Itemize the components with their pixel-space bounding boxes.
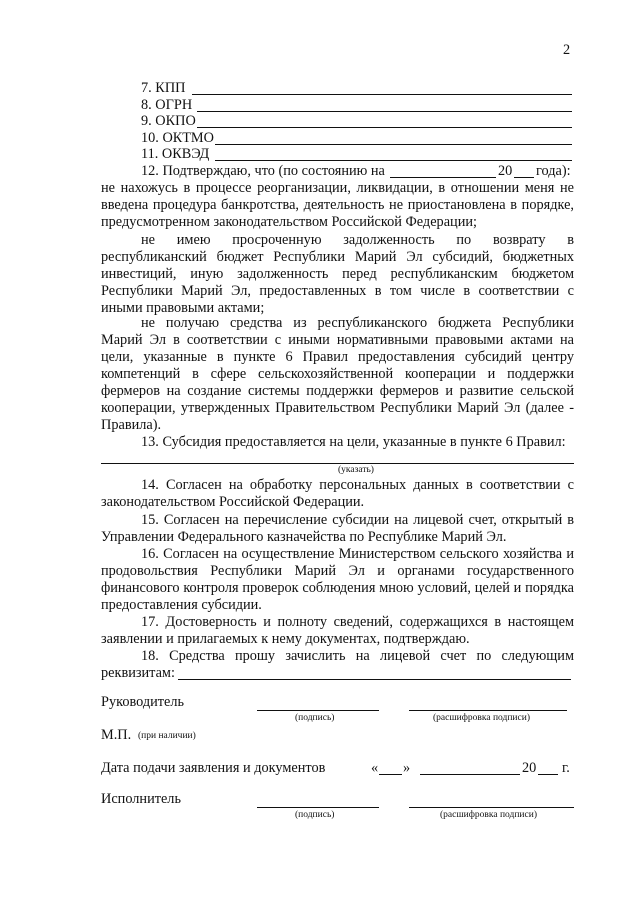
head-signature-line[interactable] (257, 710, 379, 711)
item14-text: 14. Согласен на обработку персональных данных в соответствии с законодательством Российской Федерации. (101, 477, 574, 510)
field-okpo-label: 9. ОКПО (141, 113, 196, 129)
item13-text: 13. Субсидия предоставляется на цели, указанные в пункте 6 Правил: (141, 434, 566, 450)
item12-paragraph-a: не нахожусь в процессе реорганизации, ликвидации, в отношении меня не введена процедура банкротства, деятельность не приостановлена в порядке, предусмотренном законодательством Российской Федерации; (101, 180, 574, 230)
item12-paragraph-c: не получаю средства из республиканского бюджета Республики Марий Эл в соответствии с иными нормативными правовыми актами на цели, указанные в пункте 6 Правил предоставления субсидий центру компетенций в сфере сельскохозяйственной кооперации и поддержки фермеров на создание системы поддержки фермеров и развитие сельской кооперации, утвержденных Правительством Республики Марий Эл (далее - Правила). (101, 315, 574, 433)
item12-year-suffix: года): (536, 163, 571, 179)
field-oktmo-label: 10. ОКТМО (141, 130, 214, 146)
item17-text: 17. Достоверность и полноту сведений, содержащихся в настоящем заявлении и прилагаемых к нему документах, подтверждаю. (101, 614, 574, 647)
executor-decode-hint: (расшифровка подписи) (440, 810, 537, 820)
date-day-line[interactable] (379, 774, 402, 775)
date-quote-close: » (403, 760, 411, 776)
field-okved-line[interactable] (215, 160, 572, 161)
stamp-hint: (при наличии) (138, 731, 196, 741)
executor-label: Исполнитель (101, 791, 181, 807)
item13-hint: (указать) (338, 465, 374, 475)
item18-requisites-line[interactable] (178, 679, 571, 680)
field-okved-label: 11. ОКВЭД (141, 146, 210, 162)
head-decode-line[interactable] (409, 710, 567, 711)
head-decode-hint: (расшифровка подписи) (433, 713, 530, 723)
item18-line2: реквизитам: (101, 665, 175, 681)
item12-lead: 12. Подтверждаю, что (по состоянию на (141, 163, 385, 179)
date-year-suffix: г. (562, 760, 570, 776)
item16-text: 16. Согласен на осуществление Министерством сельского хозяйства и продовольствия Республики Марий Эл и органами государственного финансового контроля проверок соблюдения мною условий, целей и порядка предоставления субсидии. (101, 546, 574, 613)
head-sign-hint: (подпись) (295, 713, 335, 723)
date-year-line[interactable] (538, 774, 558, 775)
field-ogrn-label: 8. ОГРН (141, 97, 193, 113)
item12-date-line[interactable] (390, 177, 496, 178)
executor-decode-line[interactable] (409, 807, 574, 808)
item18-line1: 18. Средства прошу зачислить на лицевой счет по следующим (141, 648, 574, 664)
item12-year-line[interactable] (514, 177, 534, 178)
executor-sign-hint: (подпись) (295, 810, 335, 820)
executor-signature-line[interactable] (257, 807, 379, 808)
field-kpp-label: 7. КПП (141, 80, 186, 96)
item12-paragraph-b: не имею просроченную задолженность по возврату в республиканский бюджет Республики Марий Эл субсидий, бюджетных инвестиций, иную задолженность перед республиканским бюджетом Республики Марий Эл, предоставленных в том числе в соответствии с иными правовыми актами; (101, 232, 574, 316)
field-okpo-line[interactable] (197, 127, 572, 128)
head-label: Руководитель (101, 694, 185, 710)
date-quote-open: « (371, 760, 379, 776)
item15-text: 15. Согласен на перечисление субсидии на лицевой счет, открытый в Управлении Федерального казначейства по Республике Марий Эл. (101, 512, 574, 545)
field-ogrn-line[interactable] (197, 111, 572, 112)
item13-purpose-line[interactable] (101, 463, 574, 464)
date-label: Дата подачи заявления и документов (101, 760, 326, 776)
date-year-prefix: 20 (522, 760, 537, 776)
field-kpp-line[interactable] (192, 94, 572, 95)
stamp-label: М.П. (101, 727, 132, 743)
date-month-line[interactable] (420, 774, 520, 775)
item12-year-prefix: 20 (498, 163, 513, 179)
field-oktmo-line[interactable] (215, 144, 572, 145)
page-number: 2 (563, 42, 571, 58)
